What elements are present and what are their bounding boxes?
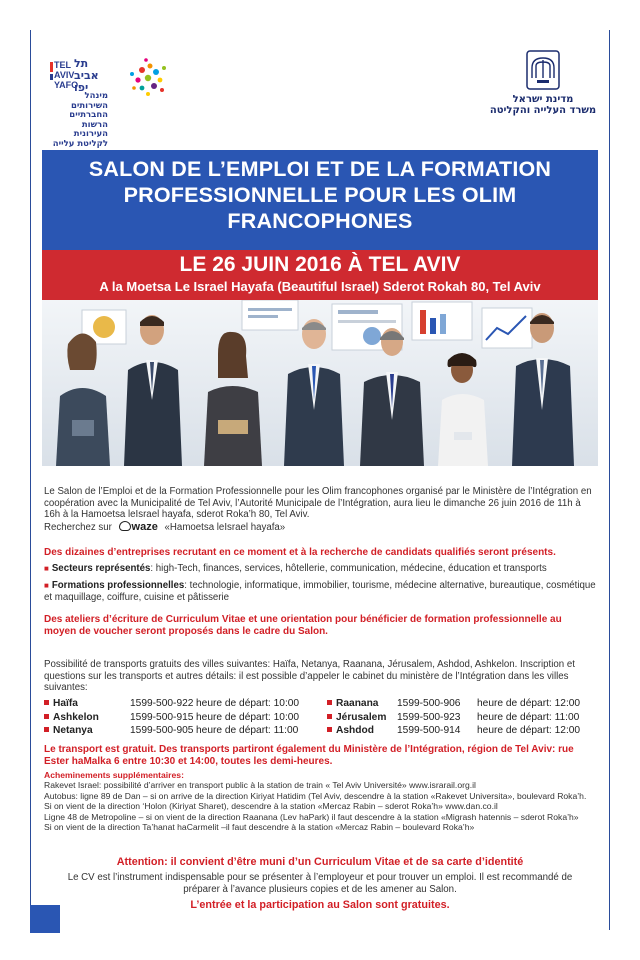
companies-notice: Des dizaines d’entreprises recrutant en ce moment et à la recherche de candidats qualifiés seront présents. [44,547,556,558]
event-date: LE 26 JUIN 2016 À TEL AVIV [179,253,461,276]
menorah-emblem-icon [526,50,560,90]
frame-right-line [609,30,610,930]
waze-brand-text: waze [131,520,158,533]
bullet-icon [327,727,332,732]
title-line: SALON DE L’EMPLOI ET DE LA FORMATION [88,157,552,181]
departure-cell: heure de départ: 11:00 [196,725,299,737]
route-line: Autobus: ligne 89 de Dan – si on arrive de la direction Kiriyat Hatidim (Tel Aviv, descendre à la station «Rakevet Universita», boulevard Roka’h. [44,790,587,801]
cv-advice: Le CV est l’instrument indispensable pour se présenter à l’employeur et pour trouver un emploi. Il est recommandé de préparer à l’avance plusieurs copies et de les amener au Salon. [67,872,573,895]
route-line: Rakevet Israel: possibilité d’arriver en transport public à la station de train « Tel Aviv Université» www.israrail.org.il [44,780,476,791]
sectors-line [44,563,596,575]
waze-query: «Hamoetsa leIsrael hayafa» [164,521,286,533]
logo-hebrew-city-line: תל [74,57,89,70]
title-line: FRANCOPHONES [227,209,413,233]
phone-cell: 1599-500-914 [397,725,461,737]
waze-icon [119,521,131,531]
waze-brand [119,521,158,534]
departure-cell: heure de départ: 10:00 [196,711,300,723]
city-cell: Haïfa [44,697,130,711]
departure-cell: heure de départ: 10:00 [196,698,300,710]
logo-hebrew-line: מינהל השירותים [70,91,108,111]
departure-cell: heure de départ: 12:00 [477,698,581,710]
tel-aviv-logo [44,48,174,148]
phone-cell: 1599-500-906 [397,698,461,710]
logo-latin-line: TEL [54,60,71,70]
waze-prefix: Recherchez sur [44,521,112,533]
bullet-icon [44,727,49,732]
logo-hebrew-city-line: יפו [74,81,89,94]
departure-cell: heure de départ: 11:00 [477,711,580,723]
logo-hebrew-line: הרשות העירונית [73,119,108,139]
title-line: PROFESSIONNELLE POUR LES OLIM [123,183,517,207]
trainings-label: Formations professionnelles [51,580,185,591]
phone-cell: 1599-500-922 [130,698,194,710]
extra-routes-title: Acheminements supplémentaires: [44,770,184,780]
free-entry-notice: L’entrée et la participation au Salon sont gratuites. [190,899,450,911]
ministry-name-line2: משרד העלייה והקליטה [489,105,597,116]
trainings-line [44,580,596,603]
city-cell: Ashdod [327,724,397,738]
route-line: Si on vient de la direction Ta’hanat haCarmelit –il faut descendre à la station «Mercaz Rabin – boulevard Roka’h» [44,822,475,833]
city-cell: Netanya [44,724,130,738]
ministry-logo [488,50,598,120]
bullet-icon [327,714,332,719]
bullet-icon [44,714,49,719]
waze-line [44,521,596,534]
intro-section [44,486,596,533]
date-banner [42,250,598,300]
phone-cell: 1599-500-915 [130,711,194,723]
city-cell: Jérusalem [327,711,397,725]
logo-latin-line: AVIV [54,70,75,80]
bullet-icon [44,700,49,705]
logo-hebrew-line: לקליטת עלייה [52,138,108,149]
professionals-photo [42,300,598,466]
free-transport-notice: Le transport est gratuit. Des transports partiront également du Ministère de l’Intégration, région de Tel Aviv: rue Ester haMalka 6 entre 10:30 et 14:00, toutes les demi-heures. [44,744,574,767]
tel-aviv-department [48,92,108,149]
sectors-text: : high-Tech, finances, services, hôtellerie, communication, médecine, éducation et transports [150,563,547,574]
route-line: Si on vient de la direction ‘Holon (Kiriyat Sharet), descendre à la station «Mercaz Rabin – sderot Roka’h» www.dan.co.il [44,801,498,812]
attention-notice: Attention: il convient d’être muni d’un Curriculum Vitae et de sa carte d’identité [116,856,524,868]
phone-cell: 1599-500-905 [130,725,194,737]
city-cell: Ashkelon [44,711,130,725]
extra-routes [44,770,596,832]
logo-hebrew-line: החברתיים [69,110,108,120]
sectors-label: Secteurs représentés [51,563,151,574]
event-place: A la Moetsa Le Israel Hayafa (Beautiful Israel) Sderot Rokah 80, Tel Aviv [99,279,541,294]
logo-latin-line: YAFO [54,80,79,90]
tel-aviv-hebrew [74,58,99,94]
departure-cell: heure de départ: 12:00 [477,725,581,737]
table-row [44,711,580,725]
business-people-illustration [42,300,598,466]
frame-left-line [30,30,31,930]
table-row [44,697,580,711]
bullet-icon: ■ [44,564,49,573]
transport-intro: Possibilité de transports gratuits des villes suivantes: Haïfa, Netanya, Raanana, Jérusalem, Ashdod, Ashkelon. Inscription et questions sur les transports et autres détails: il est possible d’appeler le cabinet du ministère de l’Intégration dans les villes suivantes: [44,659,575,693]
workshops-notice: Des ateliers d’écriture de Curriculum Vitae et une orientation pour bénéficier de formation professionnelle au moyen de voucher seront proposés dans le cadre du Salon. [44,614,562,637]
trainings-text: : technologie, informatique, immobilier, tourisme, médecine alternative, bureautique, cosmétique et maquillage, coiffure, cuisine et pâtisserie [44,580,596,603]
intro-paragraph: Le Salon de l’Emploi et de la Formation Professionnelle pour les Olim francophones organisé par le Ministère de l’Intégration en coopération avec la Municipalité de Tel Aviv, l’Autorité Municipale de l’Intégration, aura lieu le dimanche 26 juin 2016 de 11h à 16h à la Hamoetsa leIsrael hayafa, sderot Roka’h 80, Tel Aviv. [44,486,592,520]
city-cell: Raanana [327,697,397,711]
ministry-name-line1: מדינת ישראל [512,94,574,105]
transport-table [44,697,580,738]
bullet-icon: ■ [44,581,49,590]
logo-hebrew-city-line: אביב [74,69,99,82]
phone-cell: 1599-500-923 [397,711,461,723]
bullet-icon [327,700,332,705]
table-row [44,724,580,738]
route-line: Ligne 48 de Metropoline – si on vient de la direction Raanana (Lev haPark) il faut descendre à la station «Migrash hatennis – sderot Roka’h» [44,811,579,822]
title-banner [42,150,598,250]
